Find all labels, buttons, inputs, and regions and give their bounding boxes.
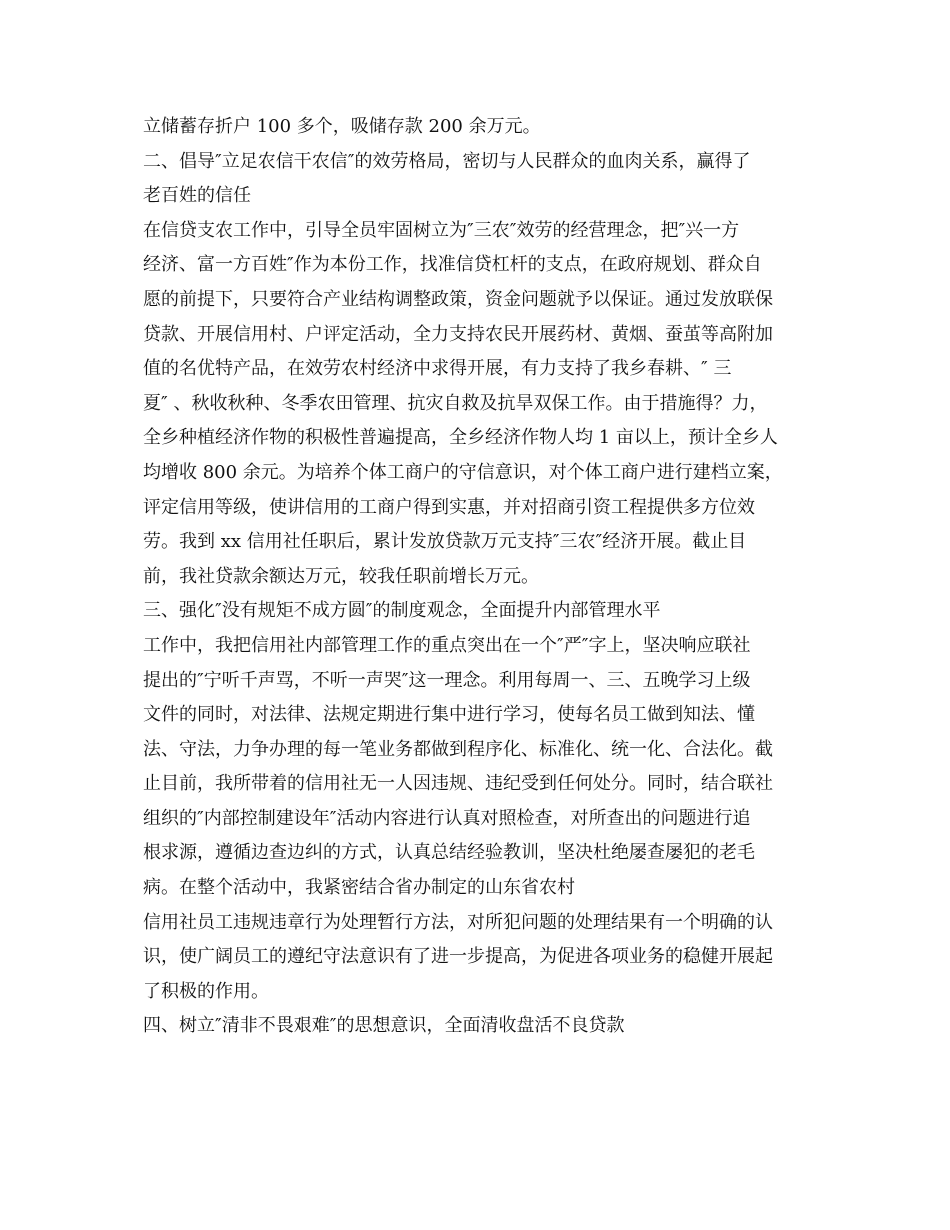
text-line: 工作中，我把信用社内部管理工作的重点突出在一个″严″字上，坚决响应联社 bbox=[143, 634, 751, 656]
text-line: 组织的″内部控制建设年″活动内容进行认真对照检查，对所查出的问题进行追 bbox=[143, 807, 751, 829]
text-line: 根求源，遵循边查边纠的方式，认真总结经验教训，坚决杜绝屡查屡犯的老毛 bbox=[143, 842, 755, 864]
text-line: 值的名优特产品，在效劳农村经济中求得开展，有力支持了我乡春耕、″ 三 bbox=[143, 358, 732, 380]
text-line: 全乡种植经济作物的积极性普遍提高，全乡经济作物人均 1 亩以上，预计全乡人 bbox=[143, 427, 778, 449]
text-line: 文件的同时，对法律、法规定期进行集中进行学习，使每名员工做到知法、懂 bbox=[143, 704, 755, 726]
text-line: 提出的″宁听千声骂，不听一声哭″这一理念。利用每周一、三、五晚学习上级 bbox=[143, 669, 751, 691]
text-line: 评定信用等级，使讲信用的工商户得到实惠，并对招商引资工程提供多方位效 bbox=[143, 496, 755, 518]
text-line: 贷款、开展信用村、户评定活动，全力支持农民开展药材、黄烟、蚕茧等高附加 bbox=[143, 323, 773, 345]
section-heading: 老百姓的信任 bbox=[143, 185, 251, 207]
text-line: 识，使广阔员工的遵纪守法意识有了进一步提高，为促进各项业务的稳健开展起 bbox=[143, 946, 773, 968]
text-line: 立储蓄存折户 100 多个，吸储存款 200 余万元。 bbox=[143, 116, 541, 137]
text-line: 止目前，我所带着的信用社无一人因违规、违纪受到任何处分。同时，结合联社 bbox=[143, 773, 773, 795]
text-line: 了积极的作用。 bbox=[143, 980, 269, 1002]
text-line: 夏″ 、秋收秋种、冬季农田管理、抗灾自救及抗旱双保工作。由于措施得？力， bbox=[143, 392, 768, 414]
text-line: 前，我社贷款余额达万元，较我任职前增长万元。 bbox=[143, 565, 539, 587]
section-heading: 四、树立″清非不畏艰难″的思想意识，全面清收盘活不良贷款 bbox=[143, 1015, 625, 1037]
text-line: 信用社员工违规违章行为处理暂行方法，对所犯问题的处理结果有一个明确的认 bbox=[143, 911, 773, 933]
text-line: 均增收 800 余元。为培养个体工商户的守信意识，对个体工商户进行建档立案， bbox=[143, 461, 783, 483]
document-body bbox=[143, 110, 808, 1044]
text-line: 在信贷支农工作中，引导全员牢固树立为″三农″效劳的经营理念，把″兴一方 bbox=[143, 219, 740, 241]
text-line: 劳。我到 xx 信用社任职后，累计发放贷款万元支持″三农″经济开展。截止目 bbox=[143, 531, 747, 553]
section-heading: 三、强化″没有规矩不成方圆″的制度观念，全面提升内部管理水平 bbox=[143, 600, 661, 622]
text-line: 病。在整个活动中，我紧密结合省办制定的山东省农村 bbox=[143, 877, 575, 899]
text-line: 愿的前提下，只要符合产业结构调整政策，资金问题就予以保证。通过发放联保 bbox=[143, 288, 773, 310]
section-heading: 二、倡导″立足农信干农信″的效劳格局，密切与人民群众的血肉关系，赢得了 bbox=[143, 150, 751, 172]
text-line: 法、守法，力争办理的每一笔业务都做到程序化、标准化、统一化、合法化。截 bbox=[143, 738, 773, 760]
text-line: 经济、富一方百姓″作为本份工作，找准信贷杠杆的支点，在政府规划、群众自 bbox=[143, 254, 762, 276]
